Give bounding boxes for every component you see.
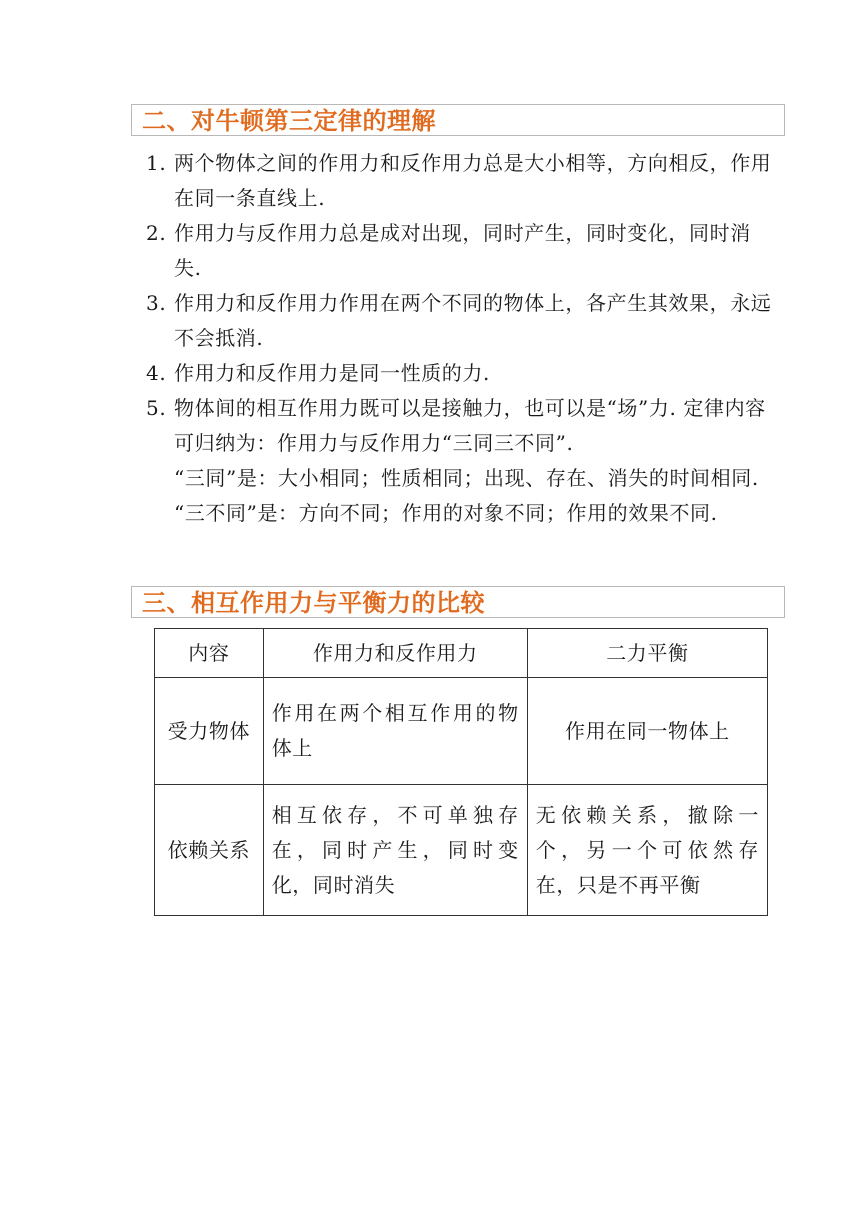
section-header-newton-third-law xyxy=(131,104,785,136)
table-row xyxy=(155,785,768,916)
section-title: 三、相互作用力与平衡力的比较 xyxy=(142,589,485,617)
item-number: 1. xyxy=(146,151,167,175)
item-text: 作用力和反作用力作用在两个不同的物体上，各产生其效果，永远不会抵消. xyxy=(174,291,772,350)
table-header-cell: 二力平衡 xyxy=(527,629,767,678)
table-header-cell: 作用力和反作用力 xyxy=(263,629,527,678)
table-cell: 相互依存，不可单独存在，同时产生，同时变化，同时消失 xyxy=(263,785,527,916)
table-cell: 作用在同一物体上 xyxy=(527,678,767,785)
table-cell: 受力物体 xyxy=(155,678,264,785)
table-cell: 依赖关系 xyxy=(155,785,264,916)
item-text: 作用力和反作用力是同一性质的力. xyxy=(174,361,490,385)
law-points-list xyxy=(146,146,774,531)
list-item xyxy=(146,286,774,356)
item-number: 5. xyxy=(146,396,167,420)
section-title: 二、对牛顿第三定律的理解 xyxy=(142,107,436,135)
item-number: 2. xyxy=(146,221,167,245)
item-text: 作用力与反作用力总是成对出现，同时产生，同时变化，同时消失. xyxy=(174,221,751,280)
table-header-row xyxy=(155,629,768,678)
list-item xyxy=(146,216,774,286)
item-text: 物体间的相互作用力既可以是接触力，也可以是“场”力. 定律内容可归纳为：作用力与反作用力“三同三不同”. xyxy=(174,396,766,455)
item-number: 3. xyxy=(146,291,167,315)
item-text: 两个物体之间的作用力和反作用力总是大小相等，方向相反，作用在同一条直线上. xyxy=(174,151,772,210)
table-cell: 无依赖关系，撤除一个，另一个可依然存在，只是不再平衡 xyxy=(527,785,767,916)
section-header-force-comparison xyxy=(131,586,785,618)
list-item xyxy=(146,356,774,391)
item-number: 4. xyxy=(146,361,167,385)
three-same-text: “三同”是：大小相同；性质相同；出现、存在、消失的时间相同. xyxy=(174,466,759,490)
list-item xyxy=(146,391,774,531)
comparison-table xyxy=(154,628,768,916)
list-item xyxy=(146,146,774,216)
table-header-cell: 内容 xyxy=(155,629,264,678)
three-different-text: “三不同”是：方向不同；作用的对象不同；作用的效果不同. xyxy=(174,501,718,525)
table-row xyxy=(155,678,768,785)
table-cell: 作用在两个相互作用的物体上 xyxy=(263,678,527,785)
